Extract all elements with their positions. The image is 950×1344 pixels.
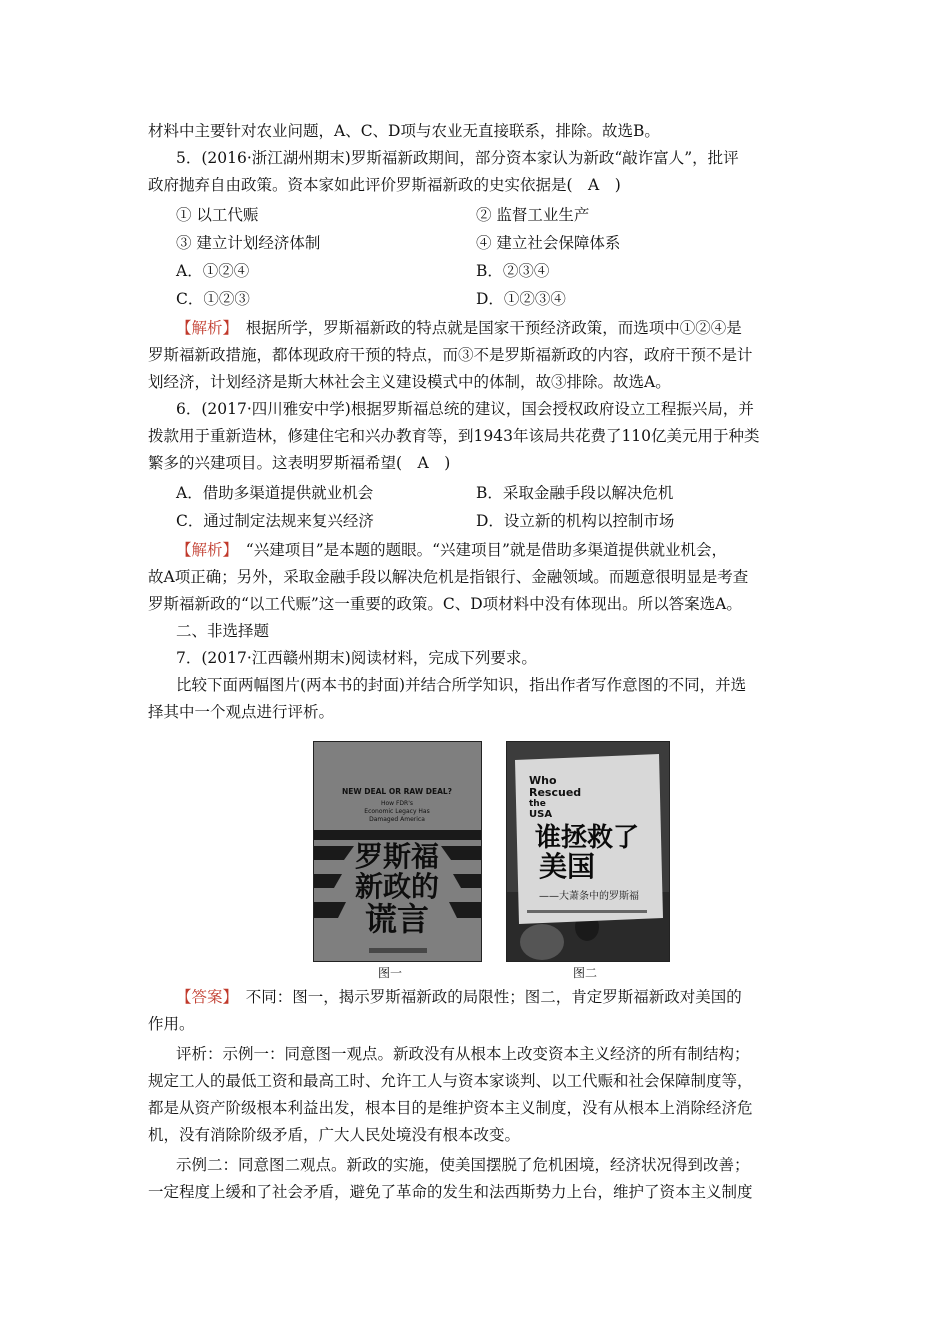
text-line: 拨款用于重新造林，修建住宅和兴办教育等，到1943年该局共花费了110亿美元用于种类 xyxy=(148,427,760,445)
cover-2-en-title: Rescued xyxy=(529,786,582,799)
cover-1-en-sub: How FDR's xyxy=(380,800,414,807)
figure-1-caption: 图一 xyxy=(378,966,403,980)
cover-1-art xyxy=(314,742,481,961)
analysis-paragraph xyxy=(176,540,841,560)
section-heading: 二、非选择题 xyxy=(176,622,270,640)
book-cover-figure-2 xyxy=(506,741,670,962)
answer-choice: B．采取金融手段以解决危机 xyxy=(476,484,674,502)
question-5-stem: 5．(2016·浙江湖州期末)罗斯福新政期间，部分资本家认为新政“敲诈富人”，批评 xyxy=(176,149,739,167)
text-line: 评析：示例一：同意图一观点。新政没有从根本上改变资本主义经济的所有制结构； xyxy=(176,1045,750,1063)
text-line: 规定工人的最低工资和最高工时、允许工人与资本家谈判、以工代赈和社会保障制度等， xyxy=(148,1072,753,1090)
answer-choice: B．②③④ xyxy=(476,262,550,280)
text-line: 划经济，计划经济是斯大林社会主义建设模式中的体制，故③排除。故选A。 xyxy=(148,373,671,391)
cover-2-en-title: USA xyxy=(529,809,553,820)
analysis-tag: 【解析】 xyxy=(176,541,231,559)
answer-paragraph xyxy=(176,987,841,1007)
text-line: 都是从资产阶级根本利益出发，根本目的是维护资本主义制度，没有从根本上消除经济危 xyxy=(148,1099,753,1117)
cover-2-art xyxy=(507,742,669,961)
text-span: 不同：图一，揭示罗斯福新政的局限性；图二，肯定罗斯福新政对美国的 xyxy=(230,988,742,1006)
cover-2-subtitle: ——大萧条中的罗斯福 xyxy=(539,891,639,902)
cover-2-en-title: the xyxy=(529,799,546,809)
text-line: 作用。 xyxy=(148,1015,195,1033)
answer-tag: 【答案】 xyxy=(176,988,231,1006)
text-line: 罗斯福新政措施，都体现政府干预的特点，而③不是罗斯福新政的内容，政府干预不是计 xyxy=(148,346,753,364)
cover-1-cn-title: 谎言 xyxy=(364,900,430,938)
figure-2-caption: 图二 xyxy=(573,966,598,980)
cover-1-en-sub: Economic Legacy Has xyxy=(364,808,430,815)
cover-1-en-sub: Damaged America xyxy=(369,816,425,823)
text-span: 根据所学，罗斯福新政的特点就是国家干预经济政策，而选项中①②④是 xyxy=(230,319,742,337)
text-line: 罗斯福新政的“以工代赈”这一重要的政策。C、D项材料中没有体现出。所以答案选A。 xyxy=(148,595,742,613)
cover-1-en-title: NEW DEAL OR RAW DEAL? xyxy=(342,787,452,796)
option-item: ③ 建立计划经济体制 xyxy=(176,234,321,252)
text-line: 政府抛弃自由政策。资本家如此评价罗斯福新政的史实依据是( A ) xyxy=(148,176,621,194)
answer-choice: A．①②④ xyxy=(176,262,250,280)
answer-choice: D．①②③④ xyxy=(476,290,566,308)
cover-1-cn-title: 新政的 xyxy=(354,870,440,903)
option-item: ① 以工代赈 xyxy=(176,206,259,224)
cover-2-en-title: Who xyxy=(529,774,557,787)
cover-2-cn-title: 谁拯救了 xyxy=(534,823,640,853)
text-line: 繁多的兴建项目。这表明罗斯福希望( A ) xyxy=(148,454,451,472)
cover-2-cn-title: 美国 xyxy=(538,850,596,883)
text-span: “兴建项目”是本题的题眼。“兴建项目”就是借助多渠道提供就业机会， xyxy=(230,541,727,559)
analysis-paragraph xyxy=(176,318,841,338)
text-line: 故A项正确；另外，采取金融手段以解决危机是指银行、金融领域。而题意很明显是考查 xyxy=(148,568,749,586)
answer-choice: A．借助多渠道提供就业机会 xyxy=(176,484,374,502)
option-item: ④ 建立社会保障体系 xyxy=(476,234,621,252)
text-line: 材料中主要针对农业问题，A、C、D项与农业无直接联系，排除。故选B。 xyxy=(148,122,660,140)
text-line: 择其中一个观点进行评析。 xyxy=(148,703,335,721)
text-line: 示例二：同意图二观点。新政的实施，使美国摆脱了危机困境，经济状况得到改善； xyxy=(176,1156,750,1174)
question-6-stem: 6．(2017·四川雅安中学)根据罗斯福总统的建议，国会授权政府设立工程振兴局，并 xyxy=(176,400,754,418)
text-line: 比较下面两幅图片(两本书的封面)并结合所学知识，指出作者写作意图的不同，并选 xyxy=(176,676,747,694)
analysis-tag: 【解析】 xyxy=(176,319,231,337)
answer-choice: C．①②③ xyxy=(176,290,250,308)
question-7-stem: 7．(2017·江西赣州期末)阅读材料，完成下列要求。 xyxy=(176,649,537,667)
book-cover-figure-1 xyxy=(313,741,482,962)
option-item: ② 监督工业生产 xyxy=(476,206,590,224)
answer-choice: D．设立新的机构以控制市场 xyxy=(476,512,675,530)
text-line: 机，没有消除阶级矛盾，广大人民处境没有根本改变。 xyxy=(148,1126,521,1144)
cover-1-cn-title: 罗斯福 xyxy=(354,840,440,873)
answer-choice: C．通过制定法规来复兴经济 xyxy=(176,512,374,530)
text-line: 一定程度上缓和了社会矛盾，避免了革命的发生和法西斯势力上台，维护了资本主义制度 xyxy=(148,1183,753,1201)
